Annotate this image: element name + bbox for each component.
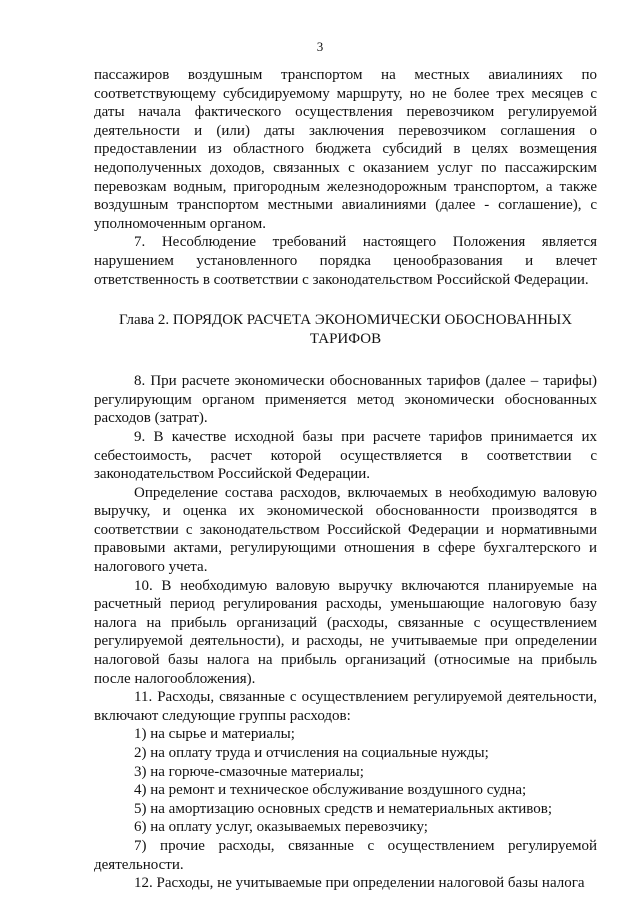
paragraph-cost-composition: Определение состава расходов, включаемых в необходимую валовую выручку, и оценка их экономической обоснованности производятся в соответствии с законодательством Российской Федерации и нормативными правовыми актами, регулирующими отношения в сфере бухгалтерского и налогового учета. bbox=[94, 484, 597, 576]
list-item: 2) на оплату труда и отчисления на социальные нужды; bbox=[134, 745, 489, 761]
document-body bbox=[94, 66, 597, 893]
page-number: 3 bbox=[316, 39, 324, 54]
paragraph-9: 9. В качестве исходной базы при расчете тарифов принимается их себестоимость, расчет которой осуществляется в соответствии с законодательством Российской Федерации. bbox=[94, 428, 597, 483]
list-item-other-expenses: 7) прочие расходы, связанные с осуществлением регулируемой деятельности. bbox=[94, 837, 597, 873]
list-item: 1) на сырье и материалы; bbox=[134, 726, 295, 743]
list-item: 3) на горюче-смазочные материалы; bbox=[134, 763, 364, 780]
list-item: 6) на оплату услуг, оказываемых перевозчику; bbox=[134, 819, 428, 836]
paragraph-11: 11. Расходы, связанные с осуществлением регулируемой деятельности, включают следующие группы расходов: bbox=[94, 689, 597, 724]
paragraph-continuation: пассажиров воздушным транспортом на местных авиалиниях по соответствующему субсидируемому маршруту, но не более трех месяцев с даты начала фактического осуществления перевозчиком регулируемой деятельности и (или) даты заключения перевозчиком соглашения о предоставлении из областного бюджета субсидий в целях возмещения недополученных доходов, связанных с оказанием услуг по пассажирским перевозкам водным, пригородным железнодорожным транспортом, а также воздушным транспортом местными авиалиниями (далее - соглашение), с уполномоченным органом. bbox=[94, 67, 597, 232]
chapter-title bbox=[94, 311, 597, 349]
paragraph-8: 8. При расчете экономически обоснованных тарифов (далее – тарифы) регулирующим органом применяется метод экономически обоснованных расходов (затрат). bbox=[94, 373, 597, 427]
list-item: 5) на амортизацию основных средств и нематериальных активов; bbox=[134, 800, 552, 817]
list-item: 4) на ремонт и техническое обслуживание воздушного судна; bbox=[134, 782, 527, 799]
chapter-title-line-1: Глава 2. ПОРЯДОК РАСЧЕТА ЭКОНОМИЧЕСКИ ОБОСНОВАННЫХ bbox=[118, 312, 573, 329]
paragraph-10: 10. В необходимую валовую выручку включаются планируемые на расчетный период регулирования расходы, уменьшающие налоговую базу налога на прибыль организаций (расходы, связанные с осуществлением регулируемой деятельности), и расходы, не учитываемые при определении налоговой базы налога на прибыль организаций (относимые на прибыль после налогообложения). bbox=[94, 577, 597, 687]
paragraph-7: 7. Несоблюдение требований настоящего Положения является нарушением установленного порядка ценообразования и влечет ответственность в соответствии с законодательством Российской Федерации. bbox=[94, 234, 597, 288]
expense-groups-list bbox=[94, 725, 597, 837]
chapter-title-line-2: ТАРИФОВ bbox=[309, 331, 382, 348]
paragraph-12: 12. Расходы, не учитываемые при определении налоговой базы налога bbox=[134, 875, 585, 892]
